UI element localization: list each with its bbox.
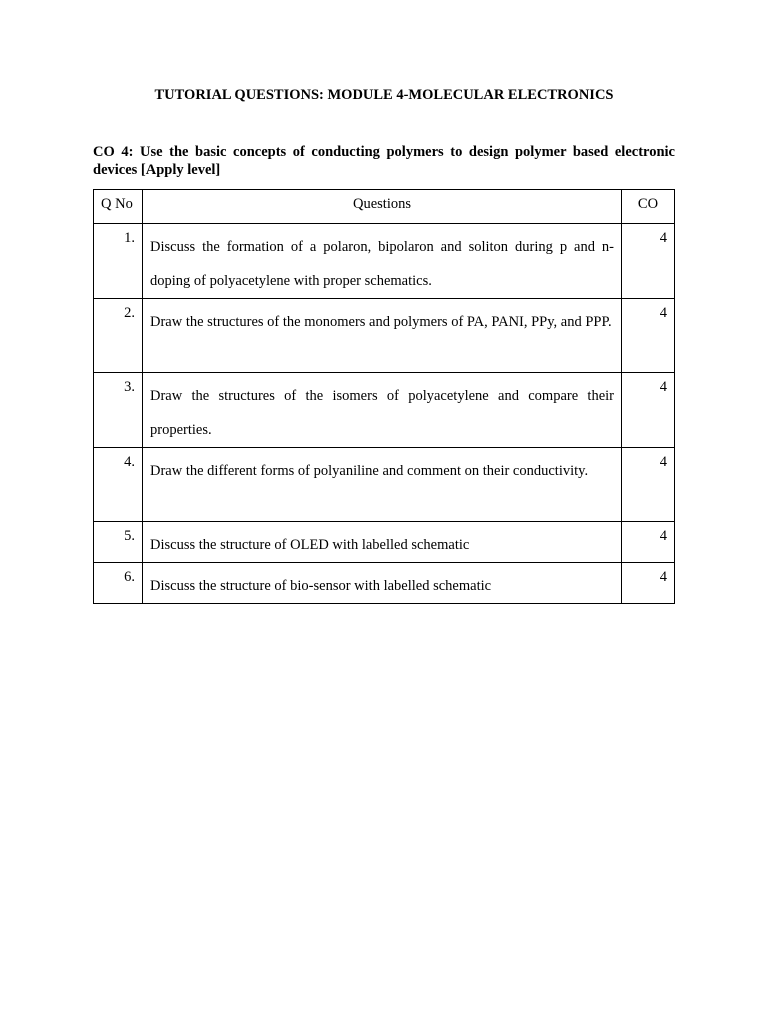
- question-co: 4: [622, 373, 675, 448]
- table-row: [94, 448, 675, 522]
- question-text: Discuss the formation of a polaron, bipolaron and soliton during p and n-doping of polyacetylene with proper schematics.: [143, 224, 622, 299]
- question-text: Draw the structures of the monomers and polymers of PA, PANI, PPy, and PPP.: [143, 299, 622, 373]
- question-number: 1.: [94, 224, 143, 299]
- question-number: 2.: [94, 299, 143, 373]
- header-co: CO: [622, 190, 675, 224]
- table-row: [94, 224, 675, 299]
- question-co: 4: [622, 522, 675, 563]
- table-row: [94, 299, 675, 373]
- question-number: 5.: [94, 522, 143, 563]
- question-number: 6.: [94, 563, 143, 604]
- question-co: 4: [622, 448, 675, 522]
- header-questions: Questions: [143, 190, 622, 224]
- question-number: 4.: [94, 448, 143, 522]
- course-objective: CO 4: Use the basic concepts of conducting polymers to design polymer based electronic devices [Apply level]: [93, 144, 675, 178]
- table-row: [94, 373, 675, 448]
- question-co: 4: [622, 563, 675, 604]
- question-number: 3.: [94, 373, 143, 448]
- page-title: TUTORIAL QUESTIONS: MODULE 4-MOLECULAR ELECTRONICS: [154, 87, 614, 103]
- questions-table: [93, 189, 675, 604]
- question-co: 4: [622, 299, 675, 373]
- question-text: Discuss the structure of bio-sensor with labelled schematic: [143, 563, 622, 604]
- question-co: 4: [622, 224, 675, 299]
- table-header-row: [94, 190, 675, 224]
- question-text: Draw the different forms of polyaniline and comment on their conductivity.: [143, 448, 622, 522]
- question-text: Draw the structures of the isomers of polyacetylene and compare their properties.: [143, 373, 622, 448]
- table-row: [94, 522, 675, 563]
- question-text: Discuss the structure of OLED with labelled schematic: [143, 522, 622, 563]
- header-q-no: Q No: [94, 190, 143, 224]
- table-row: [94, 563, 675, 604]
